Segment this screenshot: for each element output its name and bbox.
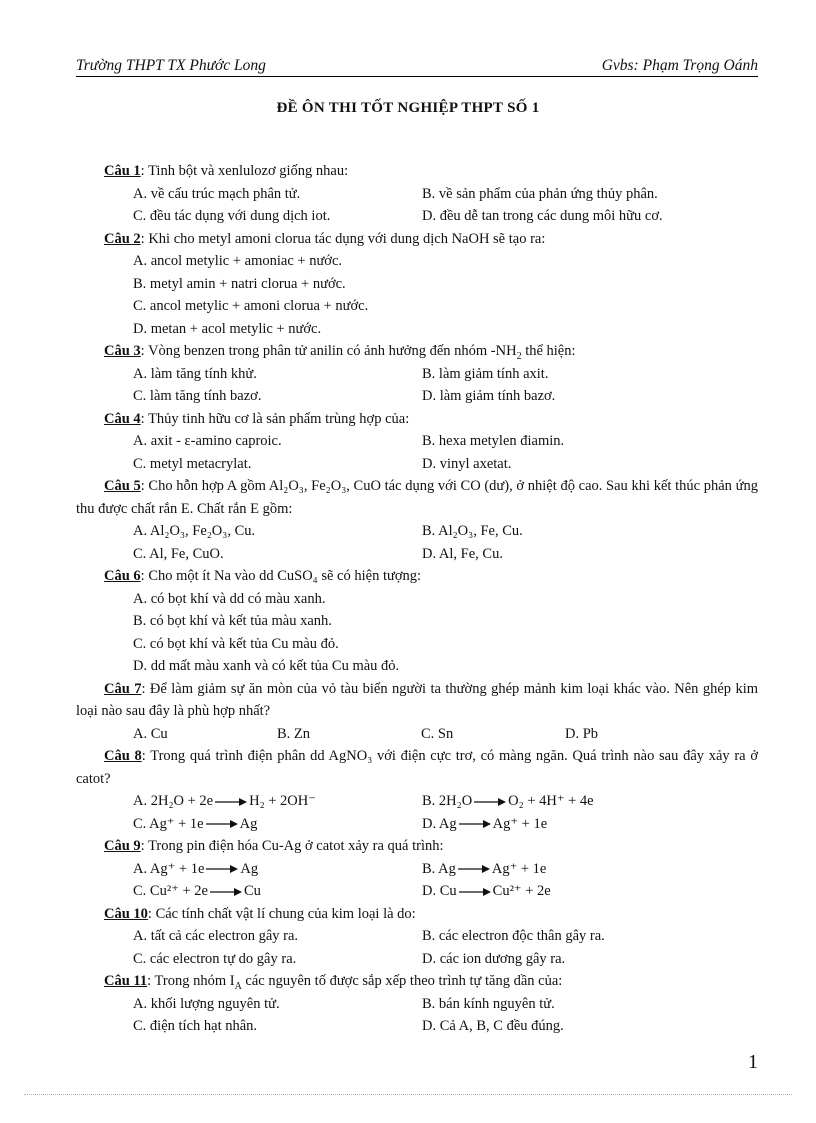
question-label: Câu 5 (104, 478, 141, 494)
option-c: C. làm tăng tính bazơ. (133, 388, 262, 404)
question-3 (76, 340, 758, 408)
option-b: B. làm giảm tính axit. (422, 365, 549, 382)
exam-title: ĐỀ ÔN THI TỐT NGHIỆP THPT SỐ 1 (276, 100, 540, 116)
reaction-rhs: Ag (240, 860, 259, 877)
question-stem (76, 745, 758, 790)
subscript: 2 (516, 350, 522, 362)
option-b (422, 858, 711, 881)
question-6 (76, 565, 758, 678)
option-a: A. axit - ε-amino caproic. (133, 433, 282, 449)
question-text: : Vòng benzen trong phân tử anilin có ảnh hưởng đến nhóm -NH (140, 343, 517, 359)
reaction-arrow-icon (459, 887, 491, 897)
reaction-arrow-icon (206, 819, 238, 829)
option-b: B. Al₂O₃, Fe, Cu. (422, 523, 523, 539)
question-text-end: thể hiện: (521, 343, 576, 359)
reaction-lhs: C. Cu²⁺ + 2e (133, 883, 208, 899)
option-b (422, 790, 711, 813)
question-stem (76, 970, 758, 993)
page-header (76, 54, 758, 77)
option-c: C. metyl metacrylat. (133, 455, 252, 472)
page-number: 1 (748, 1051, 758, 1073)
option-c: C. ancol metylic + amoni clorua + nước. (133, 298, 369, 314)
question-5 (76, 475, 758, 565)
question-text: : Tinh bột và xenlulozơ giống nhau: (140, 163, 349, 179)
option-c: C. có bọt khí và kết tủa Cu màu đỏ. (133, 635, 339, 652)
reaction-rhs: O₂ + 4H⁺ + 4e (508, 793, 594, 809)
question-stem (76, 565, 758, 588)
reaction-rhs: Ag⁺ + 1e (491, 860, 547, 877)
page-bottom-divider (24, 1094, 792, 1095)
option-b: B. bán kính nguyên tử. (422, 995, 555, 1012)
reaction-lhs: A. Ag⁺ + 1e (133, 860, 205, 877)
option-d (422, 813, 711, 836)
option-d: D. làm giảm tính bazơ. (422, 388, 556, 404)
question-label: Câu 10 (104, 905, 148, 922)
option-b: B. hexa metylen điamin. (422, 433, 565, 449)
question-text: : Trong quá trình điện phân dd AgNO₃ với điện cực trơ, có màng ngăn. Quá trình nào sau đây xảy ra ở catot? (76, 748, 758, 787)
option-d (422, 880, 711, 903)
question-text: : Thủy tinh hữu cơ là sản phẩm trùng hợp của: (140, 410, 410, 427)
option-a: A. ancol metylic + amoniac + nước. (133, 253, 343, 269)
option-a: A. khối lượng nguyên tử. (133, 995, 280, 1012)
option-b: B. về sản phẩm của phản ứng thủy phân. (422, 185, 658, 202)
reaction-rhs: Ag (239, 815, 258, 832)
reaction-lhs: D. Ag (422, 815, 457, 832)
reaction-lhs: D. Cu (422, 883, 457, 899)
option-a: A. làm tăng tính khử. (133, 365, 257, 382)
option-c (133, 880, 422, 903)
reaction-arrow-icon (459, 819, 491, 829)
reaction-lhs: C. Ag⁺ + 1e (133, 815, 204, 832)
option-a: A. Al₂O₃, Fe₂O₃, Cu. (133, 523, 256, 539)
question-label: Câu 9 (104, 838, 141, 854)
option-a: A. tất cả các electron gây ra. (133, 928, 299, 944)
question-text: : Các tính chất vật lí chung của kim loại là do: (147, 905, 416, 922)
question-text: : Cho hỗn hợp A gồm Al₂O₃, Fe₂O₃, CuO tác dụng với CO (dư), ở nhiệt độ cao. Sau khi kết thúc phản ứng thu được chất rắn E. Chất rắn E gồm: (76, 478, 758, 517)
question-4 (76, 408, 758, 476)
question-label: Câu 1 (104, 163, 141, 179)
header-school: Trường THPT TX Phước Long (76, 57, 266, 74)
question-10 (76, 903, 758, 971)
option-a: A. Cu (133, 725, 168, 742)
question-label: Câu 4 (104, 410, 141, 427)
question-label: Câu 6 (104, 568, 141, 584)
option-a: A. có bọt khí và dd có màu xanh. (133, 590, 326, 607)
reaction-lhs: B. Ag (422, 860, 456, 877)
option-a (133, 790, 422, 813)
subscript: A (234, 980, 242, 992)
option-d: D. metan + acol metylic + nước. (133, 320, 322, 337)
option-d: D. vinyl axetat. (422, 455, 512, 472)
question-label: Câu 11 (104, 973, 148, 989)
reaction-arrow-icon (206, 864, 238, 874)
option-c: C. Al, Fe, CuO. (133, 545, 224, 562)
question-stem (76, 408, 758, 431)
option-b: B. các electron độc thân gây ra. (422, 928, 605, 944)
question-stem (76, 160, 758, 183)
option-c (133, 813, 422, 836)
option-b: B. Zn (277, 725, 311, 742)
question-stem (76, 228, 758, 251)
question-text: : Trong pin điện hóa Cu-Ag ở catot xảy ra quá trình: (140, 838, 444, 854)
question-stem (76, 340, 758, 363)
question-text-end: các nguyên tố được sắp xếp theo trình tự tăng dần của: (241, 973, 563, 989)
question-1 (76, 160, 758, 228)
reaction-lhs: A. 2H₂O + 2e (133, 793, 214, 809)
question-stem (76, 678, 758, 723)
question-label: Câu 8 (104, 748, 142, 764)
option-c: C. Sn (421, 725, 454, 742)
question-text: : Khi cho metyl amoni clorua tác dụng với dung dịch NaOH sẽ tạo ra: (140, 230, 546, 247)
question-stem (76, 903, 758, 926)
option-b: B. metyl amin + natri clorua + nước. (133, 275, 346, 292)
option-d: D. đều dễ tan trong các dung môi hữu cơ. (422, 208, 663, 224)
option-d: D. Pb (565, 725, 599, 742)
option-d: D. Al, Fe, Cu. (422, 545, 503, 562)
question-label: Câu 7 (104, 680, 142, 697)
question-stem (76, 835, 758, 858)
option-d: D. các ion dương gây ra. (422, 950, 566, 967)
reaction-rhs: Ag⁺ + 1e (492, 815, 548, 832)
header-teacher: Gvbs: Phạm Trọng Oánh (601, 57, 758, 74)
question-text: : Cho một ít Na vào dd CuSO₄ sẽ có hiện tượng: (140, 568, 422, 584)
question-11 (76, 970, 758, 1038)
option-c: C. đều tác dụng với dung dịch iot. (133, 208, 331, 224)
question-8 (76, 745, 758, 835)
option-d: D. dd mất màu xanh và có kết tủa Cu màu đỏ. (133, 658, 400, 674)
question-text: : Trong nhóm I (147, 973, 235, 989)
question-9 (76, 835, 758, 903)
option-a: A. về cấu trúc mạch phân tử. (133, 185, 301, 202)
option-b: B. có bọt khí và kết tủa màu xanh. (133, 613, 332, 629)
reaction-rhs: Cu (243, 883, 261, 899)
question-label: Câu 3 (104, 343, 141, 359)
option-c: C. điện tích hạt nhân. (133, 1018, 258, 1034)
reaction-arrow-icon (215, 797, 247, 807)
question-7 (76, 678, 758, 746)
question-2 (76, 228, 758, 341)
reaction-arrow-icon (210, 887, 242, 897)
option-c: C. các electron tự do gây ra. (133, 950, 297, 967)
option-d: D. Cả A, B, C đều đúng. (422, 1018, 564, 1034)
reaction-arrow-icon (474, 797, 506, 807)
question-list (76, 160, 758, 1038)
question-stem (76, 475, 758, 520)
reaction-arrow-icon (458, 864, 490, 874)
question-text: : Để làm giảm sự ăn mòn của vỏ tàu biển người ta thường ghép mảnh kim loại khác vào. Nên ghép kim loại nào sau đây là phù hợp nhất? (76, 680, 759, 719)
question-label: Câu 2 (104, 230, 141, 247)
option-a (133, 858, 422, 881)
reaction-rhs: H₂ + 2OH⁻ (249, 793, 316, 809)
reaction-rhs: Cu²⁺ + 2e (492, 883, 551, 899)
reaction-lhs: B. 2H₂O (422, 793, 473, 809)
